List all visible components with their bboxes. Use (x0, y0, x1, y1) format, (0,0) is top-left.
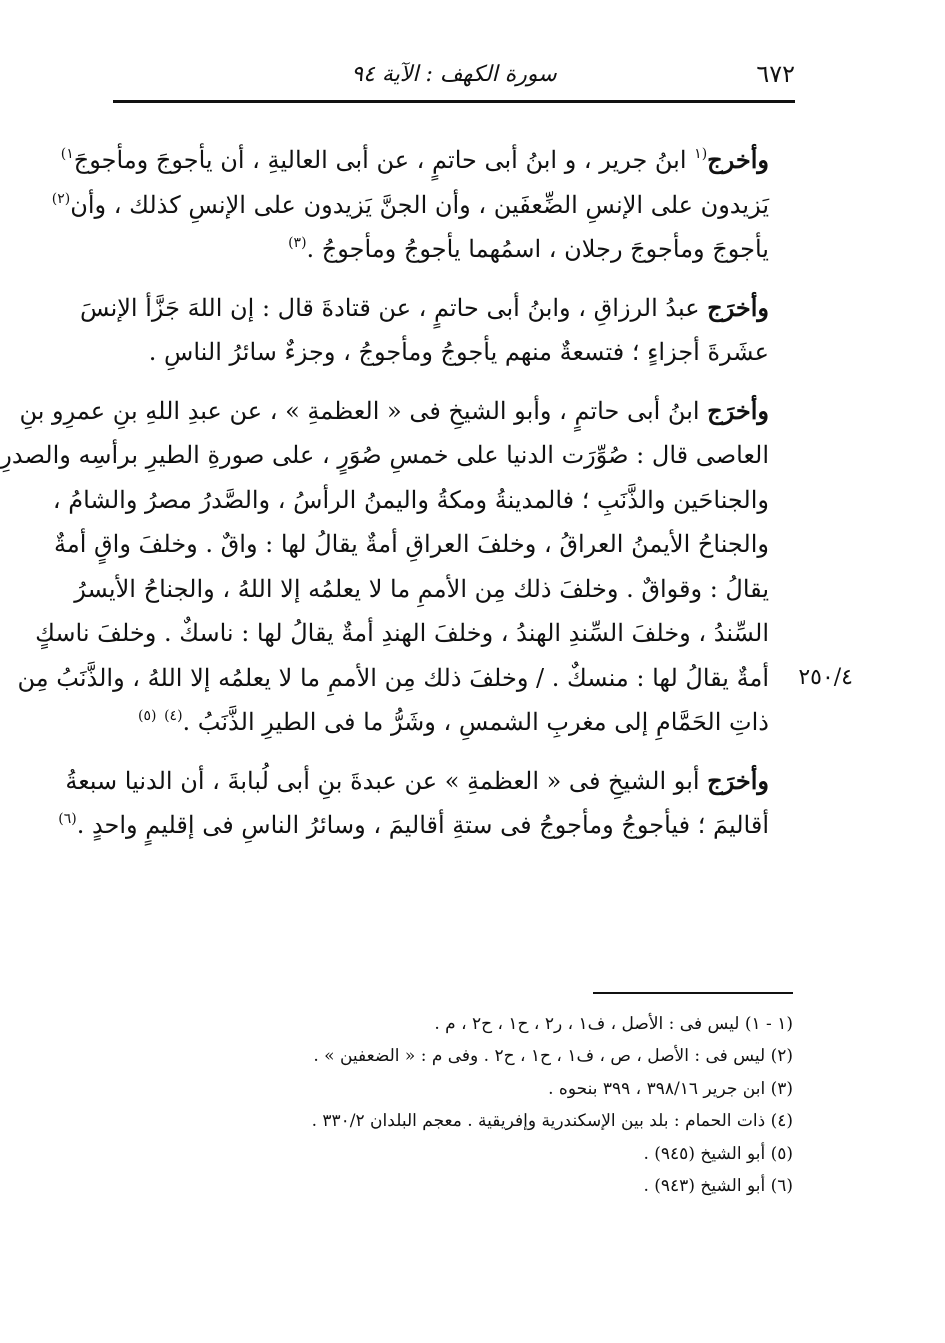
text-line (54, 522, 769, 567)
text-line (58, 803, 769, 848)
footnote-marker: (٥) (137, 708, 157, 724)
text-line (115, 700, 769, 745)
text-fragment: أمةٌ يقالُ لها : منسكٌ . / وخلفَ ذلك مِن الأممِ ما لا يعلمُه إلا اللهُ ، والذَّنَبُ مِن (17, 663, 769, 692)
footnote-1: (١ - ١) ليس فى : الأصل ، ف١ ، ر٢ ، ح١ ، ح٢ ، م . (434, 1014, 793, 1034)
footnote-6: (٦) أبو الشيخ (٩٤٣) . (643, 1176, 793, 1197)
text-line (115, 227, 769, 272)
text-line (79, 286, 769, 331)
footnote-marker: (٦) (58, 811, 77, 827)
text-line (0, 433, 769, 478)
text-fragment: يَزيدون على الإنسِ الضِّعفَين ، وأن الجنَّ يَزيدون على الإنسِ كذلك ، وأن (70, 190, 769, 219)
footnote-3: (٣) ابن جرير ٣٩٨/١٦ ، ٣٩٩ بنحوه . (548, 1078, 793, 1099)
text-line (60, 138, 769, 183)
text-line (51, 183, 769, 228)
page-number: ٦٧٢ (756, 60, 795, 88)
text-line (35, 611, 769, 656)
text-fragment: العاصى قال : صُوِّرَت الدنيا على خمسِ صُوَرٍ ، على صورةِ الطيرِ برأسِه والصدرِ (0, 441, 769, 469)
text-fragment: ذاتِ الحَمَّامِ إلى مغربِ الشمسِ ، وشَرُّ ما فى الطيرِ الذَّنَبُ . (182, 708, 769, 736)
main-text (0, 138, 853, 862)
margin-volume-page-note: ٢٥٠/٤ (798, 664, 853, 690)
text-fragment: والجناحُ الأيمنُ العراقُ ، وخلفَ العراقِ أمةٌ يقالُ لها : واقٌ . وخلفَ واقٍ أمةٌ (54, 530, 769, 558)
text-fragment: أقاليمَ ؛ فيأجوجُ ومأجوجُ فى ستةِ أقاليمَ ، وسائرُ الناسِ فى إقليمٍ واحدٍ . (76, 811, 769, 839)
footnote-4: (٤) ذات الحمام : بلد بين الإسكندرية وإفريقية . معجم البلدان ٣٣٠/٢ . (311, 1111, 793, 1132)
footnote-marker: (٤) (164, 708, 183, 724)
text-line (74, 567, 769, 612)
text-fragment: عبدُ الرزاقِ ، وابنُ أبى حاتمٍ ، عن قتادةَ قال : إن اللهَ جَزَّأ الإنسَ (79, 293, 708, 322)
paragraph-2 (79, 286, 793, 375)
footnote-marker: ١) (60, 146, 74, 162)
paragraph-lead: وأخرج (707, 145, 769, 174)
running-title: سورة الكهف : الآية ٩٤ (351, 62, 557, 87)
text-fragment: أبو الشيخِ فى « العظمةِ » عن عبدةَ بنِ أبى لُبابةَ ، أن الدنيا سبعةُ (65, 766, 708, 795)
text-fragment: والجناحَين والذَّنَبِ ؛ فالمدينةُ ومكةُ واليمنُ الرأسُ ، والصَّدرُ مصرُ والشامُ ، (52, 485, 769, 514)
paragraph-lead: وأخرَج (707, 765, 769, 795)
text-fragment: ابنُ أبى حاتمٍ ، وأبو الشيخِ فى « العظمةِ » ، عن عبدِ اللهِ بنِ عمرِو بنِ (19, 396, 708, 425)
footnotes (153, 1008, 793, 1202)
text-line (65, 759, 769, 804)
footnote-marker: (٢) (51, 190, 71, 207)
text-line (19, 389, 769, 434)
footnote-marker: (٣) (288, 235, 307, 251)
text-fragment: يقالُ : وقواقٌ . وخلفَ ذلك مِن الأممِ ما لا يعلمُه إلا اللهُ ، والجناحُ الأيسرُ (74, 574, 769, 603)
footnote-5: (٥) أبو الشيخ (٩٤٥) . (643, 1143, 793, 1164)
paragraph-lead: وأخرَج (707, 292, 769, 322)
page-header (113, 56, 795, 103)
text-fragment: السِّندُ ، وخلفَ السِّندِ الهندُ ، وخلفَ الهندِ أمةٌ يقالُ لها : ناسكٌ . وخلفَ ناسكٍ (35, 619, 769, 647)
paragraph-1 (51, 138, 793, 272)
footnote-separator (593, 992, 793, 994)
paragraph-lead: وأخرَج (707, 395, 769, 425)
footnote-marker: (١ (694, 146, 708, 162)
paragraph-4 (58, 759, 793, 848)
footnote-2: (٢) ليس فى : الأصل ، ص ، ف١ ، ح١ ، ح٢ . وفى م : « الضعفين » . (313, 1046, 793, 1067)
text-line (52, 478, 769, 523)
text-line (17, 656, 853, 701)
text-fragment: يأجوجَ ومأجوجَ رجلان ، اسمُهما يأجوجُ ومأجوجُ . (306, 235, 769, 263)
paragraph-3 (0, 389, 853, 745)
text-fragment: عشَرةَ أجزاءٍ ؛ فتسعةٌ منهم يأجوجُ ومأجوجُ ، وجزءٌ سائرُ الناسِ . (148, 338, 769, 366)
text-line (115, 330, 769, 375)
text-fragment: ابنُ جرير ، و ابنُ أبى حاتمٍ ، عن أبى العاليةِ ، أن يأجوجَ ومأجوجَ (73, 146, 695, 174)
